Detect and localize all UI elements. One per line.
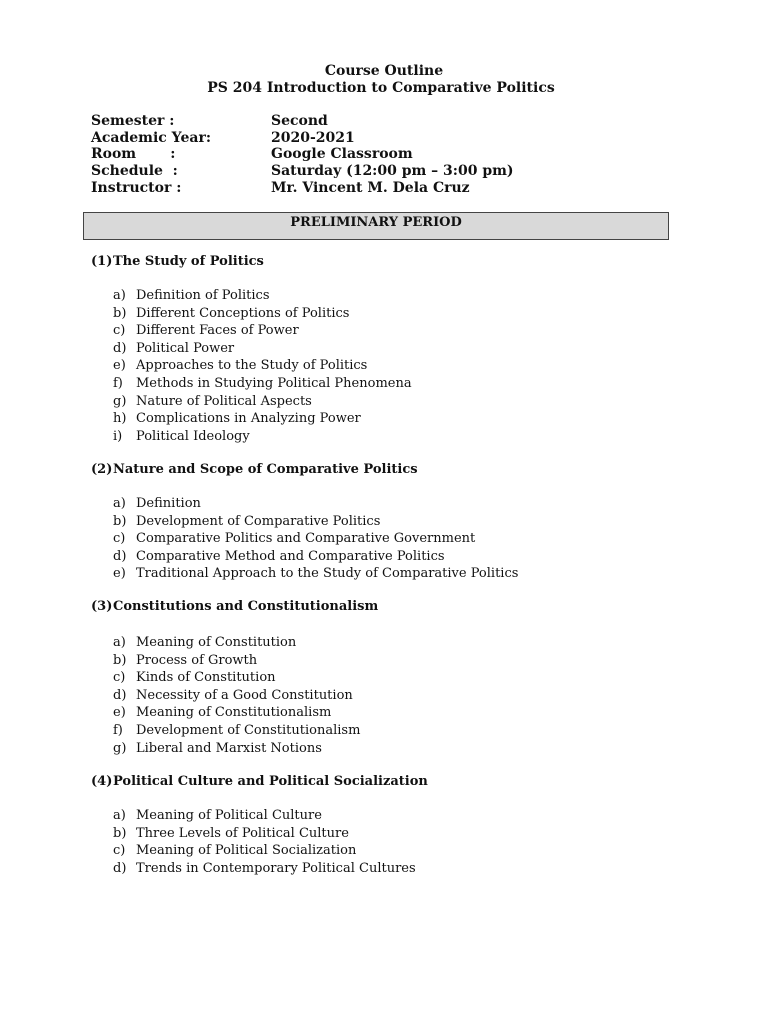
section-heading	[91, 462, 418, 478]
list-item	[91, 340, 264, 358]
item-marker: a)	[113, 496, 126, 511]
list-item	[91, 548, 445, 566]
list-item	[91, 669, 378, 687]
list-item	[91, 565, 519, 583]
item-marker: b)	[113, 305, 127, 321]
info-value: Second	[271, 113, 328, 129]
item-text: Nature of Political Aspects	[136, 393, 312, 409]
item-text: Political Power	[136, 340, 235, 356]
item-text: Complications in Analyzing Power	[136, 411, 361, 427]
topic-list	[91, 287, 412, 445]
item-text: Kinds of Constitution	[136, 670, 276, 686]
list-item	[91, 495, 418, 513]
item-marker: d)	[113, 548, 127, 564]
section-number: (2)	[91, 462, 113, 477]
item-marker: d)	[113, 860, 127, 876]
list-item	[91, 740, 378, 758]
item-text: Meaning of Constitution	[136, 635, 297, 650]
section-number: (1)	[91, 254, 113, 269]
item-marker: c)	[113, 670, 126, 686]
info-label: Schedule :	[91, 163, 178, 180]
item-text: Meaning of Political Socialization	[136, 843, 357, 859]
section-title: The Study of Politics	[113, 254, 264, 269]
info-label: Semester :	[91, 113, 175, 129]
list-item	[91, 722, 378, 740]
item-marker: c)	[113, 323, 126, 339]
topic-list	[91, 634, 378, 757]
section-political-culture	[91, 774, 428, 877]
section-title: Constitutions and Constitutionalism	[113, 599, 379, 614]
period-header: PRELIMINARY PERIOD	[83, 212, 669, 240]
list-item	[91, 287, 270, 305]
item-text: Trends in Contemporary Political Cultures	[136, 860, 416, 876]
list-item	[91, 860, 428, 878]
section-title: Political Culture and Political Socialization	[113, 774, 428, 789]
section-title: Nature and Scope of Comparative Politics	[113, 462, 418, 477]
list-item	[91, 530, 476, 548]
list-item	[91, 410, 361, 428]
item-text: Liberal and Marxist Notions	[136, 740, 322, 756]
section-comparative-politics	[91, 462, 519, 583]
item-marker: f)	[113, 722, 123, 738]
item-marker: c)	[113, 843, 126, 859]
item-text: Different Conceptions of Politics	[136, 305, 350, 321]
document-title: Course Outline	[324, 63, 444, 79]
item-text: Comparative Method and Comparative Politics	[136, 548, 445, 564]
item-marker: i)	[113, 428, 123, 444]
section-heading	[91, 254, 264, 270]
item-marker: e)	[113, 566, 126, 582]
item-marker: f)	[113, 375, 123, 391]
item-marker: c)	[113, 531, 126, 547]
info-label: Room :	[91, 146, 176, 163]
item-text: Different Faces of Power	[136, 323, 299, 339]
item-marker: h)	[113, 411, 127, 427]
item-marker: g)	[113, 740, 127, 756]
item-text: Meaning of Political Culture	[136, 808, 322, 823]
info-value: 2020-2021	[271, 129, 355, 146]
section-study-of-politics	[91, 254, 412, 445]
item-text: Comparative Politics and Comparative Government	[136, 531, 476, 547]
section-heading	[91, 599, 378, 615]
item-text: Definition	[136, 496, 201, 511]
item-text: Process of Growth	[136, 652, 258, 668]
list-item	[91, 322, 299, 340]
section-constitutions	[91, 599, 378, 757]
list-item	[91, 357, 368, 375]
item-marker: a)	[113, 808, 126, 823]
item-marker: b)	[113, 513, 127, 529]
item-marker: d)	[113, 687, 127, 703]
item-marker: b)	[113, 825, 127, 841]
section-number: (3)	[91, 599, 113, 614]
topic-list	[91, 495, 519, 583]
info-value: Saturday (12:00 pm – 3:00 pm)	[271, 163, 514, 180]
item-text: Traditional Approach to the Study of Comparative Politics	[136, 566, 519, 582]
item-marker: a)	[113, 635, 126, 650]
item-marker: a)	[113, 288, 126, 303]
list-item	[91, 393, 312, 411]
item-text: Meaning of Constitutionalism	[136, 705, 332, 721]
item-text: Development of Constitutionalism	[136, 722, 361, 738]
list-item	[91, 807, 428, 825]
list-item	[91, 704, 378, 722]
section-heading	[91, 774, 428, 790]
item-marker: b)	[113, 652, 127, 668]
item-text: Definition of Politics	[136, 288, 270, 303]
list-item	[91, 842, 428, 860]
section-number: (4)	[91, 774, 113, 789]
list-item	[91, 428, 264, 446]
list-item	[91, 513, 418, 531]
list-item	[91, 652, 378, 670]
list-item	[91, 375, 412, 393]
item-text: Methods in Studying Political Phenomena	[136, 375, 412, 391]
course-title: PS 204 Introduction to Comparative Politics	[207, 80, 555, 96]
list-item	[91, 687, 378, 705]
topic-list	[91, 807, 428, 877]
item-marker: d)	[113, 340, 127, 356]
info-label: Academic Year:	[91, 129, 211, 146]
item-text: Three Levels of Political Culture	[136, 825, 349, 841]
item-marker: e)	[113, 705, 126, 721]
info-value: Google Classroom	[271, 146, 413, 163]
item-text: Political Ideology	[136, 428, 250, 444]
item-text: Necessity of a Good Constitution	[136, 687, 353, 703]
item-marker: g)	[113, 393, 127, 409]
list-item	[91, 305, 350, 323]
item-text: Development of Comparative Politics	[136, 513, 381, 529]
list-item	[91, 634, 378, 652]
info-value: Mr. Vincent M. Dela Cruz	[271, 179, 470, 196]
item-marker: e)	[113, 358, 126, 374]
info-label: Instructor :	[91, 179, 182, 196]
list-item	[91, 825, 428, 843]
item-text: Approaches to the Study of Politics	[136, 358, 368, 374]
